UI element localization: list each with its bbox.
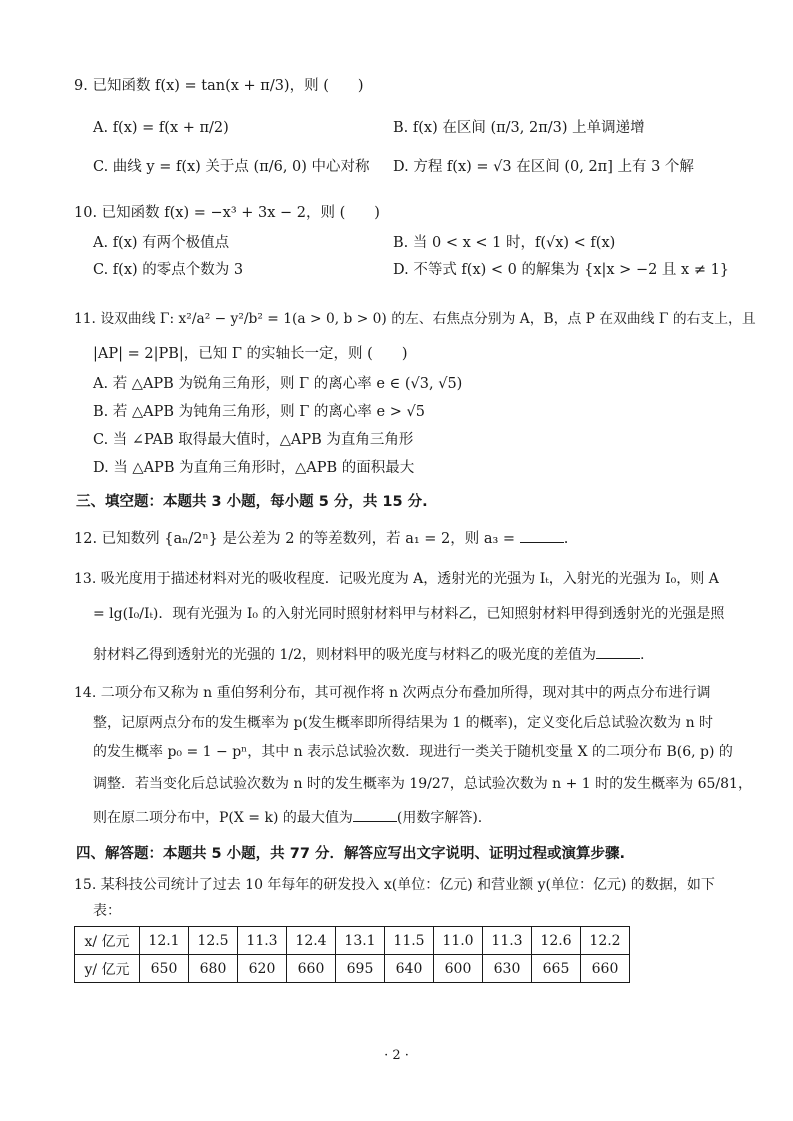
table-cell: 680	[189, 955, 238, 983]
table-cell: 660	[581, 955, 630, 983]
table-row-y	[75, 955, 630, 983]
table-cell: 12.6	[532, 927, 581, 955]
q14-line4: 调整．若当变化后总试验次数为 n 时的发生概率为 19/27，总试验次数为 n + 1 时的发生概率为 65/81，	[93, 776, 752, 792]
q11-option-d: D. 当 △APB 为直角三角形时，△APB 的面积最大	[93, 460, 415, 476]
table-header-y: y/ 亿元	[75, 955, 140, 983]
q14-line3: 的发生概率 p₀ = 1 − pⁿ，其中 n 表示总试验次数．现进行一类关于随机变量 X 的二项分布 B(6, p) 的	[93, 744, 733, 760]
table-cell: 695	[336, 955, 385, 983]
table-cell: 660	[287, 955, 336, 983]
q11-stem-line2: |AP| = 2|PB|，已知 Γ 的实轴长一定，则 ( )	[93, 346, 408, 362]
q10-option-d: D. 不等式 f(x) < 0 的解集为 {x|x > −2 且 x ≠ 1}	[393, 262, 730, 278]
q11-option-b: B. 若 △APB 为钝角三角形，则 Γ 的离心率 e > √5	[93, 404, 425, 420]
table-row-x	[75, 927, 630, 955]
data-table	[74, 926, 630, 983]
q9-option-a: A. f(x) = f(x + π/2)	[93, 120, 229, 136]
table-cell: 11.3	[238, 927, 287, 955]
q11-option-c: C. 当 ∠PAB 取得最大值时，△APB 为直角三角形	[93, 432, 414, 448]
table-cell: 12.4	[287, 927, 336, 955]
q14-answer-blank[interactable]	[353, 807, 397, 822]
table-cell: 11.3	[483, 927, 532, 955]
table-cell: 600	[434, 955, 483, 983]
table-cell: 650	[140, 955, 189, 983]
table-header-x: x/ 亿元	[75, 927, 140, 955]
q13-line2: = lg(I₀/Iₜ)．现有光强为 I₀ 的入射光同时照射材料甲与材料乙，已知照射材料甲得到透射光的光强是照	[93, 606, 725, 622]
q13-answer-blank[interactable]	[596, 644, 640, 659]
table-cell: 640	[385, 955, 434, 983]
q13-end: .	[639, 647, 645, 663]
q9-option-b: B. f(x) 在区间 (π/3, 2π/3) 上单调递增	[393, 120, 645, 136]
q9-option-d: D. 方程 f(x) = √3 在区间 (0, 2π] 上有 3 个解	[393, 159, 694, 175]
table-cell: 11.5	[385, 927, 434, 955]
table-cell: 12.5	[189, 927, 238, 955]
table-cell: 630	[483, 955, 532, 983]
q9-stem: 9. 已知函数 f(x) = tan(x + π/3)，则 ( )	[74, 78, 364, 94]
q12-answer-blank[interactable]	[520, 528, 564, 543]
q12-end: .	[563, 531, 569, 547]
q10-stem: 10. 已知函数 f(x) = −x³ + 3x − 2，则 ( )	[74, 205, 380, 221]
q12-line	[74, 528, 568, 549]
table-cell: 12.2	[581, 927, 630, 955]
q10-option-a: A. f(x) 有两个极值点	[93, 235, 230, 251]
q13-line1: 13. 吸光度用于描述材料对光的吸收程度．记吸光度为 A，透射光的光强为 Iₜ，入射光的光强为 I₀，则 A	[74, 571, 719, 587]
q15-line1: 15. 某科技公司统计了过去 10 年每年的研发投入 x(单位：亿元) 和营业额 y(单位：亿元) 的数据，如下	[74, 877, 715, 893]
q13-line3-wrap	[93, 644, 644, 665]
q13-line3: 射材料乙得到透射光的光强的 1/2，则材料甲的吸光度与材料乙的吸光度的差值为	[93, 647, 596, 663]
table-cell: 11.0	[434, 927, 483, 955]
q14-line2: 整，记原两点分布的发生概率为 p(发生概率即所得结果为 1 的概率)，定义变化后总试验次数为 n 时	[93, 715, 714, 731]
q10-option-c: C. f(x) 的零点个数为 3	[93, 262, 244, 278]
q14-line5-wrap	[93, 807, 482, 828]
table-cell: 12.1	[140, 927, 189, 955]
q11-stem-line1: 11. 设双曲线 Γ: x²/a² − y²/b² = 1(a > 0, b > 0) 的左、右焦点分别为 A，B，点 P 在双曲线 Γ 的右支上，且	[74, 311, 756, 327]
section3-heading: 三、填空题：本题共 3 小题，每小题 5 分，共 15 分.	[76, 494, 428, 510]
q11-option-a: A. 若 △APB 为锐角三角形，则 Γ 的离心率 e ∈ (√3, √5)	[93, 376, 463, 392]
q14-end: (用数字解答).	[396, 810, 483, 826]
q15-line2: 表：	[93, 903, 121, 919]
q14-line1: 14. 二项分布又称为 n 重伯努利分布，其可视作将 n 次两点分布叠加所得，现对其中的两点分布进行调	[74, 685, 711, 701]
section4-heading: 四、解答题：本题共 5 小题，共 77 分．解答应写出文字说明、证明过程或演算步骤.	[76, 846, 625, 862]
table-cell: 620	[238, 955, 287, 983]
table-cell: 13.1	[336, 927, 385, 955]
table-cell: 665	[532, 955, 581, 983]
page-number: · 2 ·	[384, 1048, 409, 1063]
q14-line5: 则在原二项分布中，P(X = k) 的最大值为	[93, 810, 353, 826]
q9-option-c: C. 曲线 y = f(x) 关于点 (π/6, 0) 中心对称	[93, 159, 370, 175]
q10-option-b: B. 当 0 < x < 1 时，f(√x) < f(x)	[393, 235, 616, 251]
q12-stem: 12. 已知数列 {aₙ/2ⁿ} 是公差为 2 的等差数列，若 a₁ = 2，则 a₃ =	[74, 531, 520, 547]
